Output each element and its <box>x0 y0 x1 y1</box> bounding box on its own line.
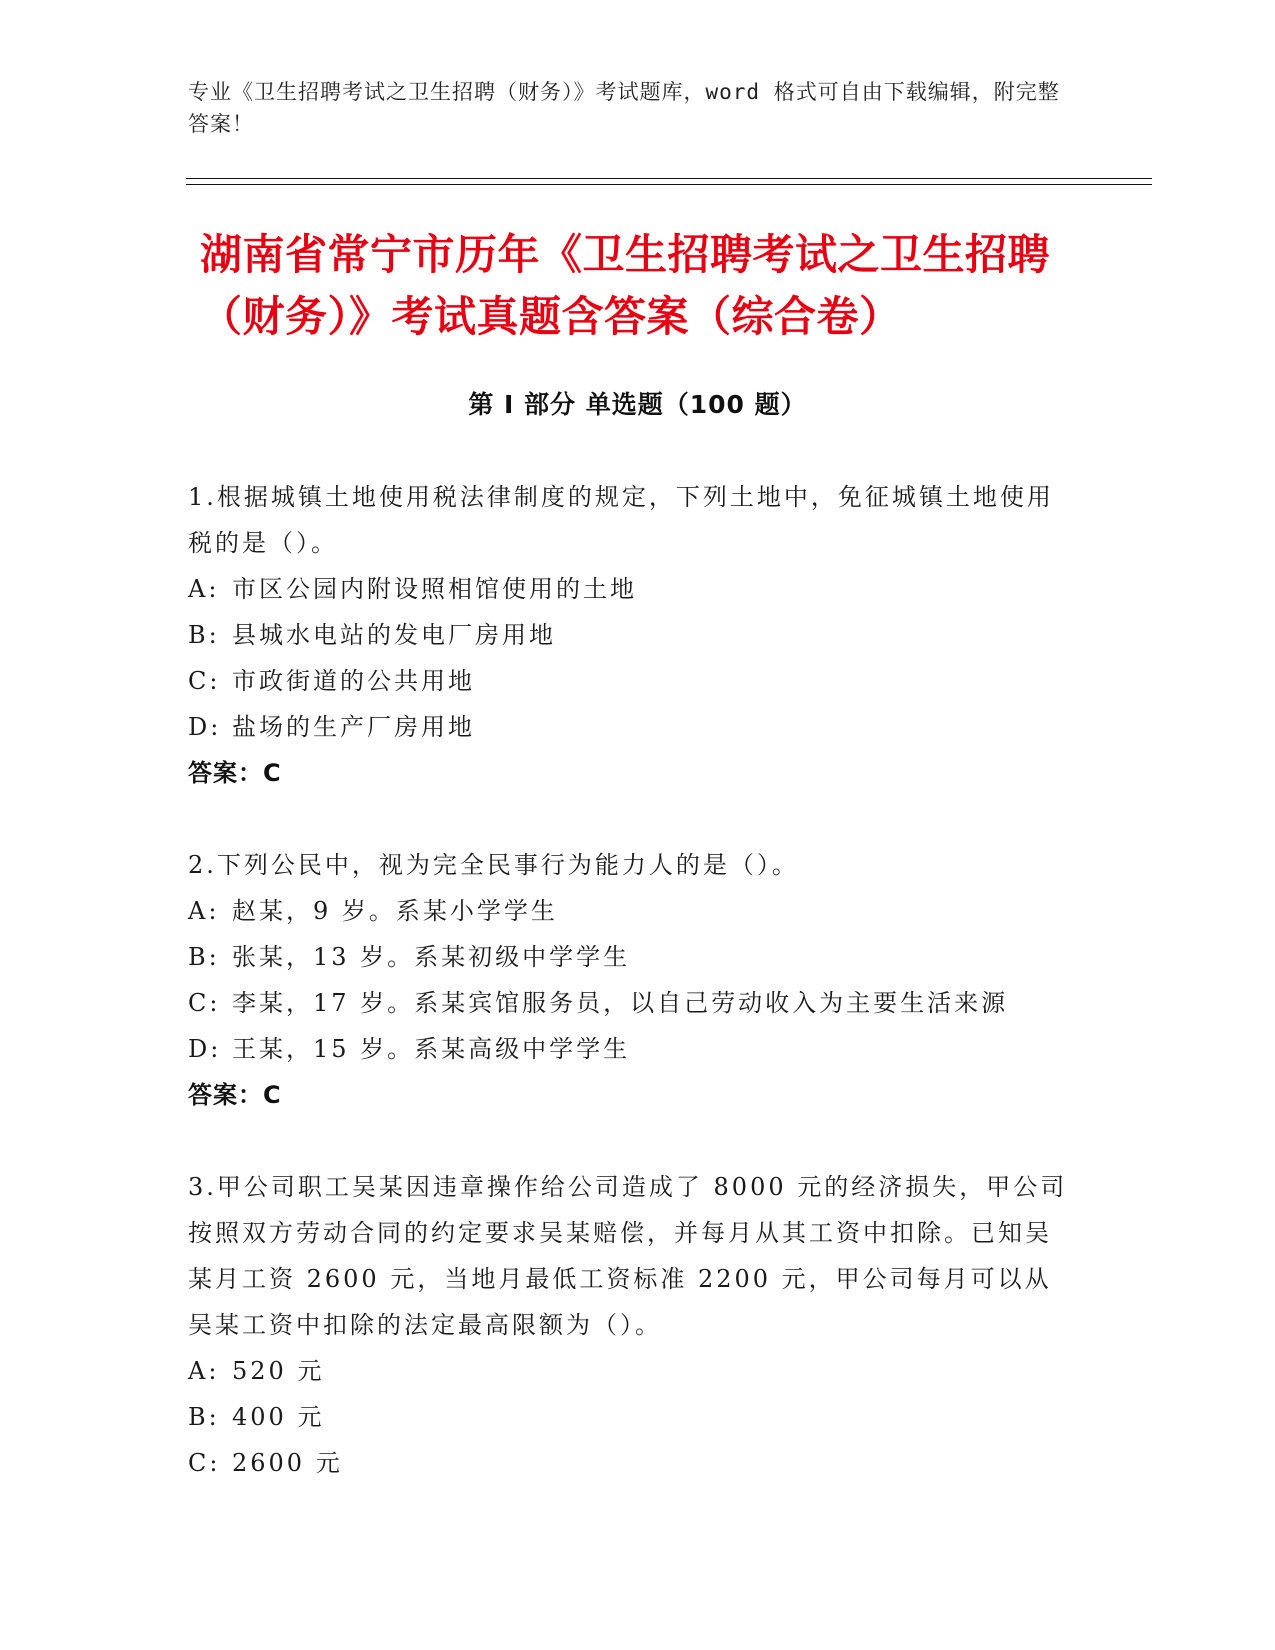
question-stem: 1.根据城镇土地使用税法律制度的规定，下列土地中，免征城镇土地使用税的是（）。 <box>188 483 1054 557</box>
option-letter: A: <box>188 575 220 603</box>
option-text: 市政街道的公共用地 <box>232 667 475 695</box>
option-a <box>188 888 1068 934</box>
document-title: 湖南省常宁市历年《卫生招聘考试之卫生招聘（财务）》考试真题含答案（综合卷） <box>200 230 1051 341</box>
header-divider-top <box>186 178 1152 179</box>
option-letter: A: <box>188 897 220 925</box>
option-text: 县城水电站的发电厂房用地 <box>232 621 556 649</box>
option-text: 李某，17 岁。系某宾馆服务员，以自己劳动收入为主要生活来源 <box>232 989 1009 1017</box>
option-letter: D: <box>188 713 222 741</box>
option-a <box>188 566 1068 612</box>
option-c <box>188 980 1068 1026</box>
answer-label: 答案：C <box>188 1081 282 1109</box>
section-heading: 第 I 部分 单选题（100 题） <box>468 390 807 419</box>
option-letter: D: <box>188 1035 222 1063</box>
option-a <box>188 1348 1068 1394</box>
option-text: 张某，13 岁。系某初级中学学生 <box>232 943 631 971</box>
question-3 <box>188 1164 1068 1486</box>
option-letter: C: <box>188 989 221 1017</box>
option-d <box>188 704 1068 750</box>
option-letter: C: <box>188 1449 221 1477</box>
option-b <box>188 612 1068 658</box>
question-stem: 3.甲公司职工吴某因违章操作给公司造成了 8000 元的经济损失，甲公司按照双方劳动合同的约定要求吴某赔偿，并每月从其工资中扣除。已知吴某月工资 2600 元，当地月最低工资标准 2200 元，甲公司每月可以从吴某工资中扣除的法定最高限额为（）。 <box>188 1173 1068 1339</box>
question-list <box>188 474 1068 1532</box>
header-divider-bottom <box>186 184 1152 185</box>
option-letter: B: <box>188 621 220 649</box>
answer-label: 答案：C <box>188 759 282 787</box>
option-d <box>188 1026 1068 1072</box>
option-letter: B: <box>188 943 220 971</box>
question-1 <box>188 474 1068 796</box>
option-letter: B: <box>188 1403 220 1431</box>
option-letter: A: <box>188 1357 220 1385</box>
option-text: 市区公园内附设照相馆使用的土地 <box>232 575 637 603</box>
option-letter: C: <box>188 667 221 695</box>
option-b <box>188 934 1068 980</box>
question-stem: 2.下列公民中，视为完全民事行为能力人的是（）。 <box>188 851 799 879</box>
option-text: 盐场的生产厂房用地 <box>232 713 475 741</box>
question-2 <box>188 842 1068 1118</box>
option-text: 2600 元 <box>232 1449 343 1477</box>
option-c <box>188 1440 1068 1486</box>
option-text: 520 元 <box>232 1357 325 1385</box>
option-text: 赵某，9 岁。系某小学学生 <box>232 897 558 925</box>
option-c <box>188 658 1068 704</box>
option-text: 400 元 <box>232 1403 325 1431</box>
header-note: 专业《卫生招聘考试之卫生招聘（财务）》考试题库，word 格式可自由下载编辑，附完整答案！ <box>188 80 1060 136</box>
option-b <box>188 1394 1068 1440</box>
option-text: 王某，15 岁。系某高级中学学生 <box>232 1035 631 1063</box>
